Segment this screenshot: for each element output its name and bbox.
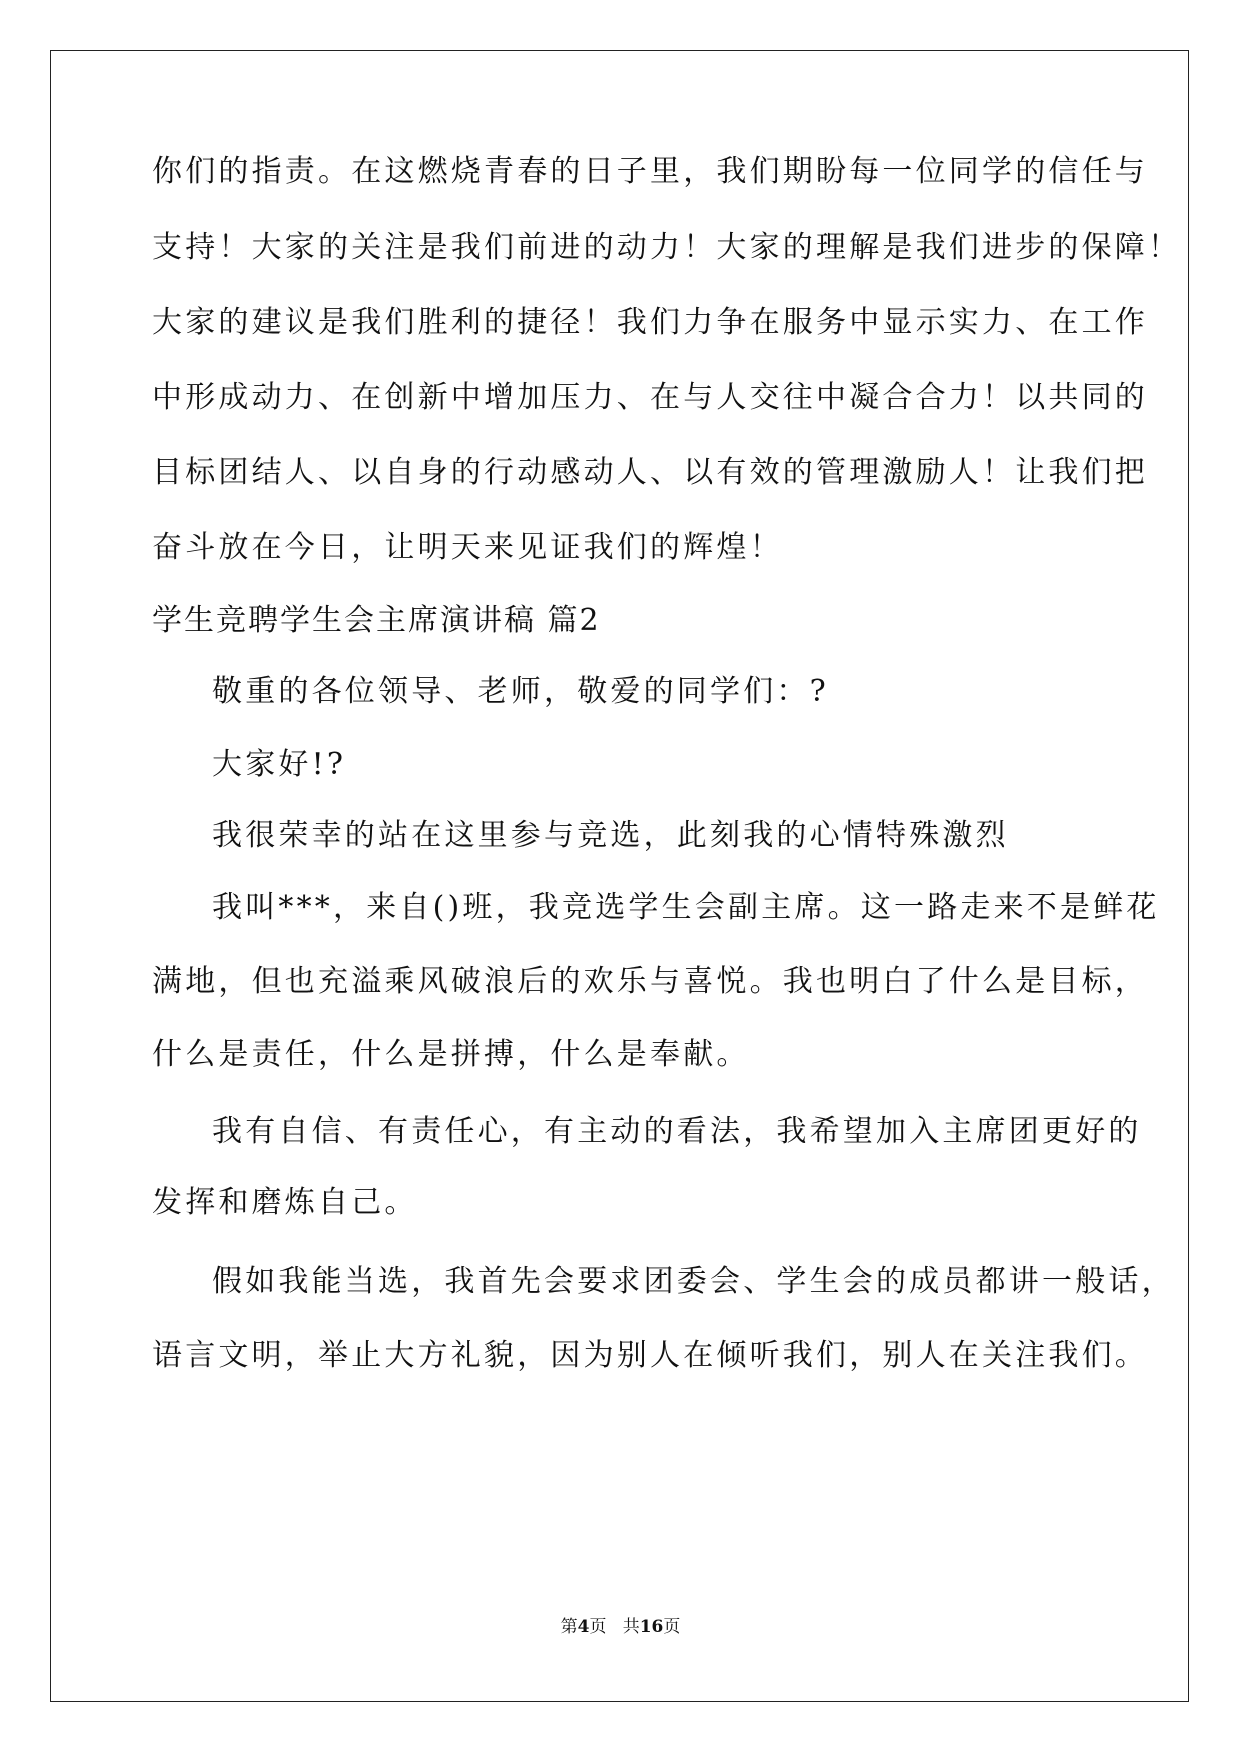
page-border [50,50,1189,1702]
footer-page-prefix: 第 [560,1617,578,1637]
footer-page-suffix: 页 [589,1617,607,1637]
paragraph-line: 满地，但也充溢乘风破浪后的欢乐与喜悦。我也明白了什么是目标， [152,964,1148,999]
paragraph-line: 我有自信、有责任心，有主动的看法，我希望加入主席团更好的 [212,1114,1142,1149]
footer-total-pages: 16 [639,1617,664,1637]
paragraph-line: 敬重的各位领导、老师，敬爱的同学们：? [212,674,829,709]
paragraph-line: 假如我能当选，我首先会要求团委会、学生会的成员都讲一般话， [212,1264,1175,1299]
paragraph-line: 发挥和磨炼自己。 [152,1185,418,1220]
paragraph-line: 我叫***，来自()班，我竞选学生会副主席。这一路走来不是鲜花 [212,890,1160,925]
footer-page-number: 4 [577,1617,590,1637]
footer-total-suffix: 页 [663,1617,681,1637]
paragraph-line: 大家好!? [212,747,347,782]
paragraph-line: 语言文明，举止大方礼貌，因为别人在倾听我们，别人在关注我们。 [152,1338,1148,1373]
page-footer [0,1617,1241,1637]
paragraph-line: 目标团结人、以自身的行动感动人、以有效的管理激励人！让我们把 [152,455,1148,490]
section-heading: 学生竞聘学生会主席演讲稿 篇2 [152,603,601,638]
paragraph-line: 支持！大家的关注是我们前进的动力！大家的理解是我们进步的保障！ [152,230,1182,265]
paragraph-line: 大家的建议是我们胜利的捷径！我们力争在服务中显示实力、在工作 [152,305,1148,340]
paragraph-line: 什么是责任，什么是拼搏，什么是奉献。 [152,1037,750,1072]
paragraph-line: 中形成动力、在创新中增加压力、在与人交往中凝合合力！以共同的 [152,380,1148,415]
footer-total-prefix: 共 [622,1617,640,1637]
paragraph-line: 奋斗放在今日，让明天来见证我们的辉煌！ [152,530,783,565]
paragraph-line: 我很荣幸的站在这里参与竞选，此刻我的心情特殊激烈 [212,818,1009,853]
paragraph-line: 你们的指责。在这燃烧青春的日子里，我们期盼每一位同学的信任与 [152,154,1148,189]
